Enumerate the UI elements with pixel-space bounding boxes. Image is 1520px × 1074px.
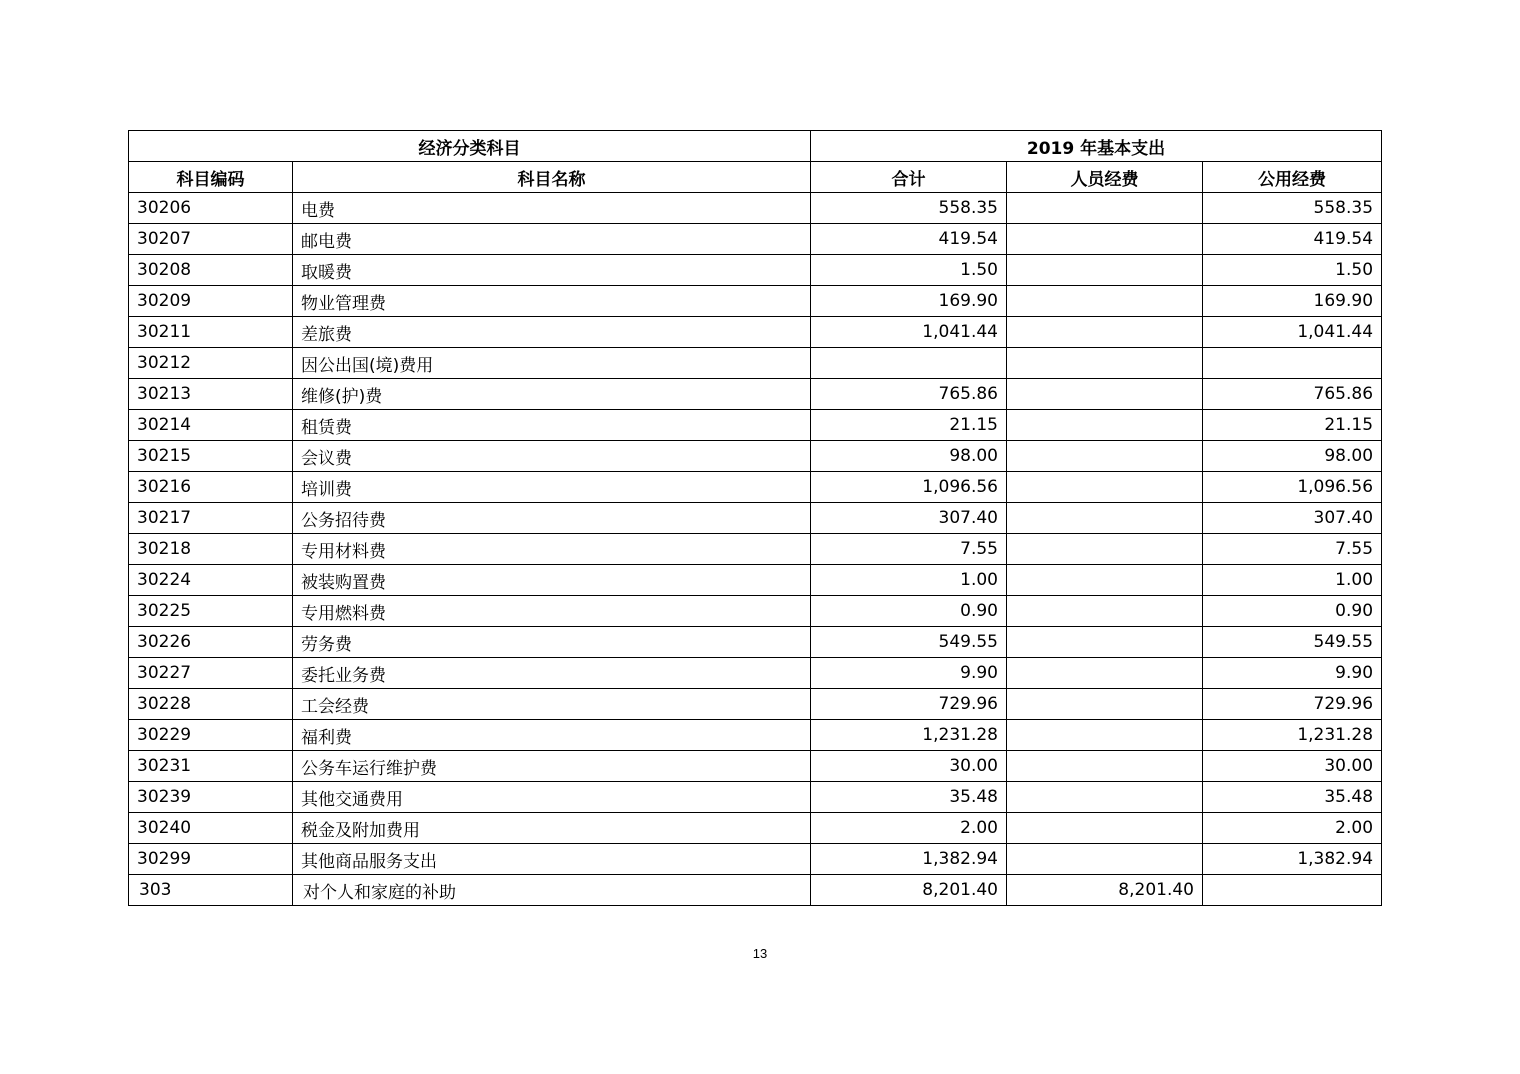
cell-total: 30.00 <box>811 751 1007 782</box>
cell-public-expense: 1.50 <box>1203 255 1382 286</box>
table-row <box>129 658 1382 689</box>
cell-subject-code: 30209 <box>129 286 293 317</box>
cell-subject-name: 其他商品服务支出 <box>293 844 811 875</box>
cell-subject-code: 30227 <box>129 658 293 689</box>
table-row <box>129 317 1382 348</box>
cell-personnel-expense <box>1007 689 1203 720</box>
cell-subject-name: 专用材料费 <box>293 534 811 565</box>
table-header-group-row <box>129 131 1382 162</box>
cell-subject-code: 30226 <box>129 627 293 658</box>
cell-total: 1,231.28 <box>811 720 1007 751</box>
cell-personnel-expense <box>1007 596 1203 627</box>
cell-personnel-expense <box>1007 472 1203 503</box>
cell-public-expense: 729.96 <box>1203 689 1382 720</box>
cell-personnel-expense <box>1007 255 1203 286</box>
table-body <box>129 193 1382 906</box>
cell-public-expense: 549.55 <box>1203 627 1382 658</box>
table-row <box>129 410 1382 441</box>
cell-subject-name: 培训费 <box>293 472 811 503</box>
cell-total: 8,201.40 <box>811 875 1007 906</box>
cell-subject-name: 公务车运行维护费 <box>293 751 811 782</box>
cell-personnel-expense <box>1007 534 1203 565</box>
cell-total: 765.86 <box>811 379 1007 410</box>
cell-public-expense: 1,041.44 <box>1203 317 1382 348</box>
cell-total: 558.35 <box>811 193 1007 224</box>
table-row <box>129 875 1382 906</box>
table-row <box>129 627 1382 658</box>
cell-subject-name: 对个人和家庭的补助 <box>293 875 811 906</box>
cell-subject-code: 30239 <box>129 782 293 813</box>
cell-subject-name: 被装购置费 <box>293 565 811 596</box>
cell-public-expense <box>1203 348 1382 379</box>
cell-personnel-expense <box>1007 813 1203 844</box>
cell-public-expense: 558.35 <box>1203 193 1382 224</box>
cell-personnel-expense <box>1007 782 1203 813</box>
table-row <box>129 503 1382 534</box>
cell-total: 0.90 <box>811 596 1007 627</box>
cell-subject-name: 委托业务费 <box>293 658 811 689</box>
cell-subject-code: 30213 <box>129 379 293 410</box>
cell-public-expense: 765.86 <box>1203 379 1382 410</box>
cell-personnel-expense <box>1007 658 1203 689</box>
cell-subject-code: 30229 <box>129 720 293 751</box>
cell-subject-code: 30299 <box>129 844 293 875</box>
cell-personnel-expense <box>1007 720 1203 751</box>
cell-public-expense: 1,382.94 <box>1203 844 1382 875</box>
table-row <box>129 224 1382 255</box>
cell-subject-name: 工会经费 <box>293 689 811 720</box>
cell-personnel-expense <box>1007 317 1203 348</box>
cell-subject-code: 30231 <box>129 751 293 782</box>
header-economic-classification: 经济分类科目 <box>129 131 811 162</box>
cell-public-expense: 98.00 <box>1203 441 1382 472</box>
cell-public-expense: 2.00 <box>1203 813 1382 844</box>
cell-total: 1,096.56 <box>811 472 1007 503</box>
cell-subject-code: 30224 <box>129 565 293 596</box>
cell-subject-code: 30212 <box>129 348 293 379</box>
cell-subject-code: 30211 <box>129 317 293 348</box>
cell-subject-code: 30214 <box>129 410 293 441</box>
cell-subject-code: 30240 <box>129 813 293 844</box>
cell-subject-name: 会议费 <box>293 441 811 472</box>
cell-subject-name: 租赁费 <box>293 410 811 441</box>
cell-public-expense: 7.55 <box>1203 534 1382 565</box>
cell-total: 729.96 <box>811 689 1007 720</box>
cell-public-expense: 307.40 <box>1203 503 1382 534</box>
cell-subject-code: 30216 <box>129 472 293 503</box>
cell-total: 1.00 <box>811 565 1007 596</box>
header-total: 合计 <box>811 162 1007 193</box>
cell-personnel-expense <box>1007 410 1203 441</box>
cell-total: 549.55 <box>811 627 1007 658</box>
cell-personnel-expense: 8,201.40 <box>1007 875 1203 906</box>
table-row <box>129 689 1382 720</box>
cell-subject-name: 取暖费 <box>293 255 811 286</box>
cell-total: 2.00 <box>811 813 1007 844</box>
cell-subject-name: 公务招待费 <box>293 503 811 534</box>
cell-total: 1.50 <box>811 255 1007 286</box>
table-row <box>129 720 1382 751</box>
cell-personnel-expense <box>1007 348 1203 379</box>
table-row <box>129 255 1382 286</box>
table-row <box>129 193 1382 224</box>
page-number: 13 <box>752 946 768 961</box>
cell-subject-code: 30208 <box>129 255 293 286</box>
table-row <box>129 441 1382 472</box>
table-header-row <box>129 162 1382 193</box>
cell-personnel-expense <box>1007 844 1203 875</box>
cell-total: 1,041.44 <box>811 317 1007 348</box>
cell-total: 1,382.94 <box>811 844 1007 875</box>
cell-personnel-expense <box>1007 224 1203 255</box>
cell-subject-code: 30207 <box>129 224 293 255</box>
cell-total: 9.90 <box>811 658 1007 689</box>
cell-total: 21.15 <box>811 410 1007 441</box>
header-public-expense: 公用经费 <box>1203 162 1382 193</box>
cell-subject-code: 30215 <box>129 441 293 472</box>
cell-public-expense: 21.15 <box>1203 410 1382 441</box>
cell-subject-code: 30217 <box>129 503 293 534</box>
cell-personnel-expense <box>1007 565 1203 596</box>
cell-personnel-expense <box>1007 379 1203 410</box>
cell-public-expense: 9.90 <box>1203 658 1382 689</box>
cell-subject-name: 福利费 <box>293 720 811 751</box>
header-subject-code: 科目编码 <box>129 162 293 193</box>
table-row <box>129 782 1382 813</box>
table-row <box>129 379 1382 410</box>
cell-subject-name: 邮电费 <box>293 224 811 255</box>
table-row <box>129 472 1382 503</box>
cell-total <box>811 348 1007 379</box>
cell-subject-name: 其他交通费用 <box>293 782 811 813</box>
table-row <box>129 596 1382 627</box>
cell-public-expense: 169.90 <box>1203 286 1382 317</box>
cell-total: 419.54 <box>811 224 1007 255</box>
table-row <box>129 751 1382 782</box>
cell-public-expense: 1,096.56 <box>1203 472 1382 503</box>
cell-total: 98.00 <box>811 441 1007 472</box>
cell-subject-name: 因公出国(境)费用 <box>293 348 811 379</box>
basic-expenditure-table <box>128 130 1382 906</box>
cell-subject-code: 30228 <box>129 689 293 720</box>
cell-total: 7.55 <box>811 534 1007 565</box>
table-row <box>129 813 1382 844</box>
table-row <box>129 844 1382 875</box>
cell-total: 307.40 <box>811 503 1007 534</box>
cell-subject-name: 物业管理费 <box>293 286 811 317</box>
cell-personnel-expense <box>1007 441 1203 472</box>
cell-public-expense: 419.54 <box>1203 224 1382 255</box>
cell-subject-name: 专用燃料费 <box>293 596 811 627</box>
cell-personnel-expense <box>1007 627 1203 658</box>
cell-personnel-expense <box>1007 286 1203 317</box>
cell-subject-code: 30225 <box>129 596 293 627</box>
cell-public-expense: 30.00 <box>1203 751 1382 782</box>
cell-personnel-expense <box>1007 503 1203 534</box>
cell-public-expense <box>1203 875 1382 906</box>
header-basic-expenditure-2019: 2019 年基本支出 <box>811 131 1382 162</box>
cell-personnel-expense <box>1007 193 1203 224</box>
table-row <box>129 565 1382 596</box>
cell-total: 169.90 <box>811 286 1007 317</box>
cell-personnel-expense <box>1007 751 1203 782</box>
table-row <box>129 534 1382 565</box>
table-row <box>129 348 1382 379</box>
cell-subject-name: 电费 <box>293 193 811 224</box>
cell-public-expense: 35.48 <box>1203 782 1382 813</box>
cell-total: 35.48 <box>811 782 1007 813</box>
cell-public-expense: 1.00 <box>1203 565 1382 596</box>
cell-subject-name: 税金及附加费用 <box>293 813 811 844</box>
cell-subject-name: 维修(护)费 <box>293 379 811 410</box>
cell-subject-code: 303 <box>129 875 293 906</box>
cell-subject-code: 30218 <box>129 534 293 565</box>
cell-public-expense: 0.90 <box>1203 596 1382 627</box>
table-row <box>129 286 1382 317</box>
cell-subject-name: 差旅费 <box>293 317 811 348</box>
header-personnel-expense: 人员经费 <box>1007 162 1203 193</box>
cell-subject-code: 30206 <box>129 193 293 224</box>
cell-subject-name: 劳务费 <box>293 627 811 658</box>
header-subject-name: 科目名称 <box>293 162 811 193</box>
cell-public-expense: 1,231.28 <box>1203 720 1382 751</box>
